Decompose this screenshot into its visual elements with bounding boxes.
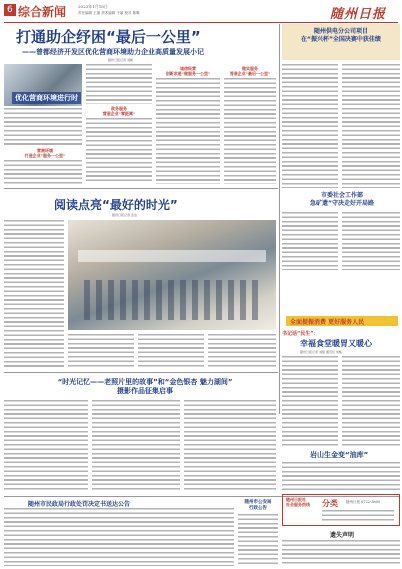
right-mid-title-prefix: 书记话“民生”： xyxy=(282,331,319,337)
service-box-title: 随州日报社 社会服务热线 xyxy=(286,497,310,507)
lead-subhead-4: 做实服务 答准企业“最后一公里” xyxy=(229,66,271,76)
reading-title: 阅读点亮“最好的时光” xyxy=(54,198,178,212)
contest-text-col3 xyxy=(184,400,276,492)
reading-text-col4 xyxy=(208,334,276,368)
date-line: 2023年1月18日 xyxy=(78,4,108,9)
ads-label: 分类 xyxy=(322,499,338,508)
bottom-right-text xyxy=(238,514,278,566)
column-divider xyxy=(279,24,280,414)
section-number: 6 xyxy=(4,4,16,16)
right-mid-text-col2 xyxy=(342,212,400,270)
section-name: 综合新闻 xyxy=(18,5,67,19)
masthead-rule xyxy=(4,22,398,23)
contest-title: “时光记忆——老照片里的故事”和“金色银杏 魅力湖间” 摄影作品征集启事 xyxy=(57,378,233,395)
lead-subhead-3: 诚信经营 创新求是“做服务一公里” xyxy=(165,66,211,76)
right-bottom-title: 岩山生金变“油库” xyxy=(310,451,369,459)
lead-title: 打通助企纾困“最后一公里” xyxy=(16,28,201,46)
lead-text-col3 xyxy=(156,78,220,184)
reading-byline: 随州日报记者 张洁 xyxy=(112,213,137,217)
right-top-text-col2 xyxy=(342,64,400,188)
lead-byline: 随州日报记者 刘畅 xyxy=(108,58,133,62)
contest-text-col2 xyxy=(92,400,180,492)
notice-title: 遗失声明 xyxy=(330,532,355,539)
lead-subtitle: ——曾都经济开发区优化营商环境助力企业高质量发展小记 xyxy=(22,48,204,56)
right-mid-headline: 幸福食堂暖胃又暖心 xyxy=(300,339,372,348)
right-mid-text-col3 xyxy=(282,356,338,448)
divider-2 xyxy=(4,372,278,373)
right-banner-text: 全面提振消费 更好服务人民 xyxy=(290,319,365,326)
edition-line: 责任编辑 王丽 美术编辑 于丽 校对 陈琳 xyxy=(78,11,140,15)
right-bottom-text xyxy=(282,462,400,490)
lead-photo-caption: 优化营商环境进行时 xyxy=(12,92,81,104)
lead-text-col4 xyxy=(224,78,276,184)
right-mid-title: 市委社会工作部 急矿遗”守决走好开局路 xyxy=(310,192,374,207)
service-box-text xyxy=(322,510,394,522)
right-mid-text-col1 xyxy=(282,212,338,270)
lead-text-col2b xyxy=(86,118,152,184)
right-top-text-col1 xyxy=(282,64,338,188)
lead-subhead-1: 营商环境 打造企业“服务一公里” xyxy=(24,148,66,158)
right-top-title: 随州供电分公司项目 在“振兴杯”全国决赛中获佳绩 xyxy=(301,28,381,43)
lead-text-col2a xyxy=(86,64,152,104)
ads-phone: 随州日报 0722-3800 xyxy=(346,500,381,504)
paper-logo: 随州日报 xyxy=(330,7,387,22)
right-mid-byline: 随州日报记者 刘强 通讯员 刘畅 xyxy=(300,350,342,354)
notice-text xyxy=(282,540,400,566)
bottom-right-title: 随州市公安局 行政公告 xyxy=(244,500,272,511)
bottom-left-text xyxy=(4,508,234,566)
contest-text-col1 xyxy=(4,400,88,492)
lead-text-col1a xyxy=(4,108,82,146)
lead-text-col1b xyxy=(4,160,82,184)
right-mid-text-col4 xyxy=(342,356,400,448)
divider-1 xyxy=(4,188,278,189)
reading-text-col3 xyxy=(138,334,204,368)
reading-photo xyxy=(68,220,276,330)
reading-text-col1 xyxy=(4,220,64,368)
bottom-left-title: 随州市民政局行政处罚决定书送达公告 xyxy=(28,501,131,508)
reading-text-col2 xyxy=(68,334,134,368)
lead-subhead-2: 政务服务 营造企业“零距离” xyxy=(102,106,136,116)
